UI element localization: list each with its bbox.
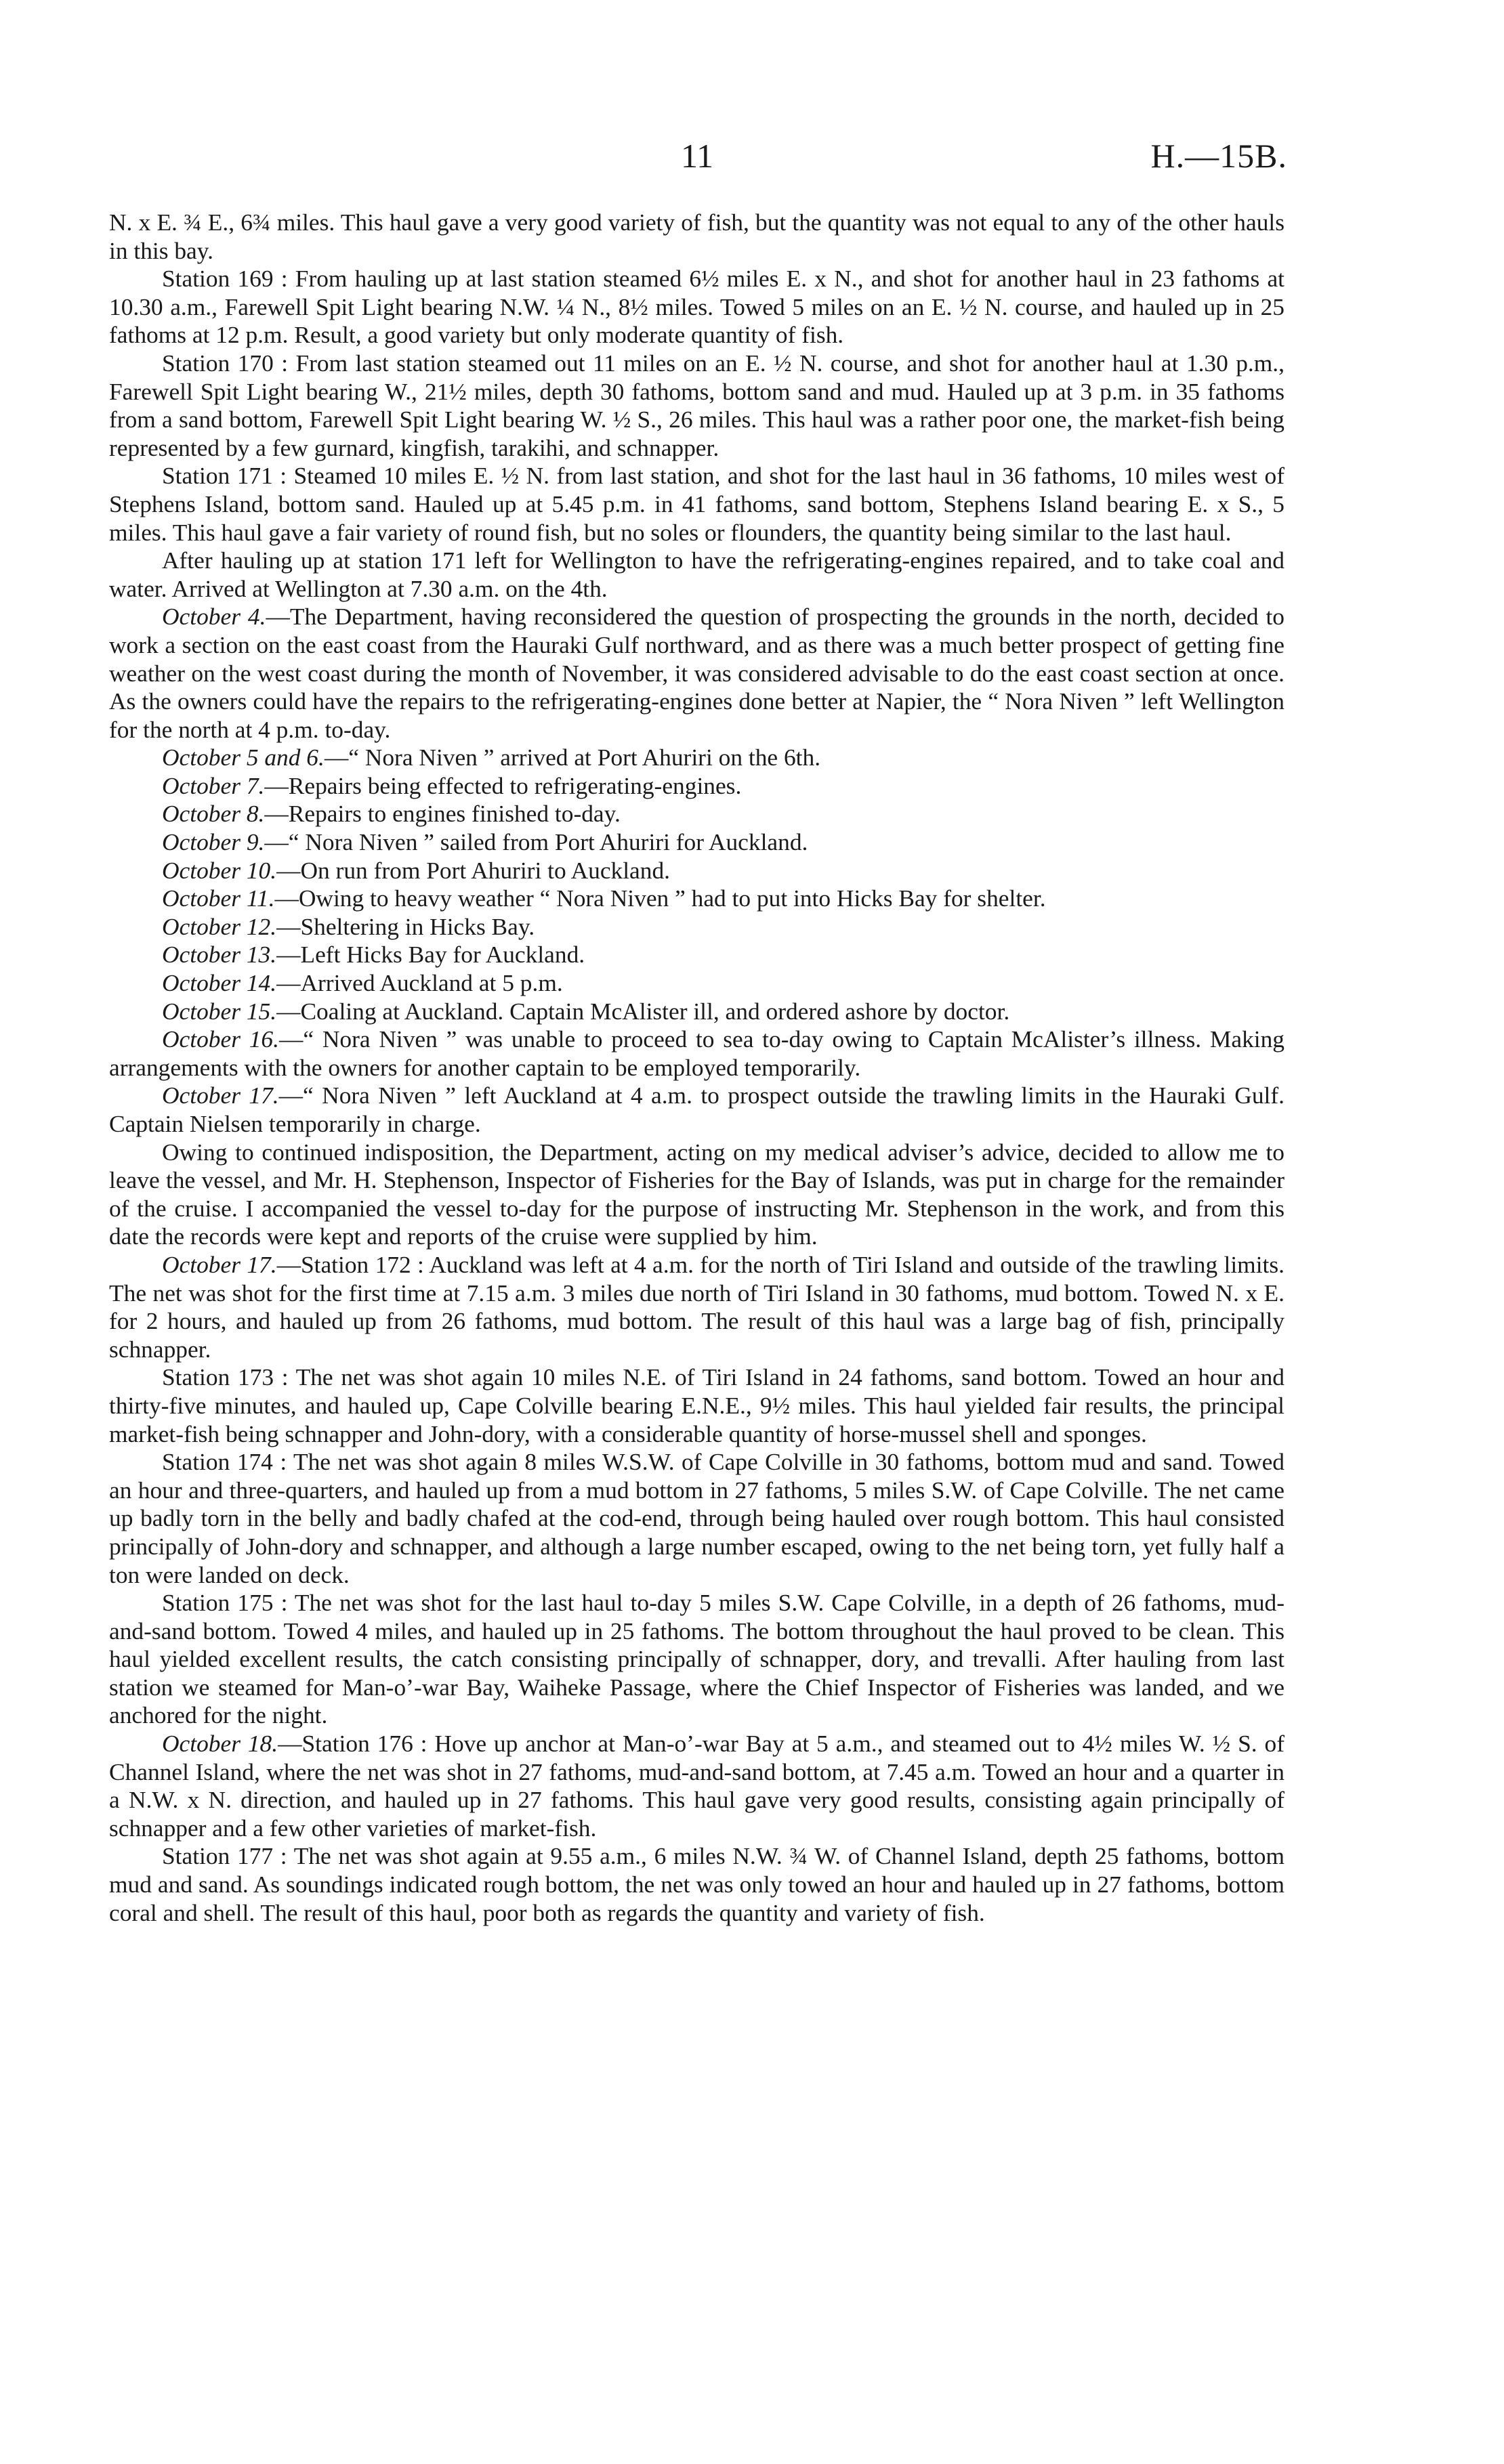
paragraph-continuation [109,209,1284,265]
date-label: October 17. [162,1082,279,1109]
paragraph-wellington [109,547,1284,603]
paragraph-text: —The Department, having reconsidered the question of prospecting the grounds in the north, decided to work a section on the east coast from the Hauraki Gulf northward, and as there was a much better prospect of getting fine weather on the west coast during the month of November, it was considered advisable to do the east coast section at once. As the owners could have the repairs to the refrigerating-engines done better at Napier, the “ Nora Niven ” left Wellington for the north at 4 p.m. to-day. [109,603,1284,743]
paragraph-station-177 [109,1842,1284,1927]
paragraph-station-175 [109,1589,1284,1730]
paragraph-text: Station 170 : From last station steamed out 11 miles on an E. ½ N. course, and shot for another haul at 1.30 p.m., Farewell Spit Light bearing W., 21½ miles, depth 30 fathoms, bottom sand and mud. Hauled up at 3 p.m. in 35 fathoms from a sand bottom, Farewell Spit Light bearing W. ½ S., 26 miles. This haul was a rather poor one, the market-fish being represented by a few gurnard, kingfish, tarakihi, and schnapper. [109,349,1284,461]
date-label: October 9. [162,828,265,856]
date-label: October 4. [162,603,266,631]
paragraph-text: —Station 172 : Auckland was left at 4 a.m. for the north of Tiri Island and outside of the trawling limits. The net was shot for the first time at 7.15 a.m. 3 miles due north of Tiri Island in 30 fathoms, mud bottom. Towed N. x E. for 2 hours, and hauled up from 26 fathoms, mud bottom. The result of this haul was a large bag of fish, principally schnapper. [109,1250,1284,1363]
paragraph-text: —“ Nora Niven ” arrived at Port Ahuriri on the 6th. [324,744,821,771]
date-label: October 12. [162,912,277,940]
page-header [0,135,1504,190]
paragraph-text: Station 174 : The net was shot again 8 miles W.S.W. of Cape Colville in 30 fathoms, bottom mud and sand. Towed an hour and three-quarters, and hauled up from a mud bottom in 27 fathoms, 5 miles S.W. of Cape Colville. The net came up badly torn in the belly and badly chafed at the cod-end, through being hauled over rough bottom. This haul consisted principally of John-dory and schnapper, and although a large number escaped, owing to the net being torn, yet fully half a ton were landed on deck. [109,1448,1284,1588]
diary-entry [109,885,1284,913]
body-text [109,209,1284,1927]
date-label: October 8. [162,800,265,828]
paragraph-station-170 [109,349,1284,462]
paragraph-text: —“ Nora Niven ” was unable to proceed to sea to-day owing to Captain McAlister’s illness. Making arrangements with the owners for another captain to be employed temporarily. [109,1025,1284,1081]
diary-entry [109,998,1284,1026]
paragraph-text: —Left Hicks Bay for Auckland. [276,941,585,969]
diary-entry [109,800,1284,828]
paragraph-october-17 [109,1082,1284,1138]
paragraph-text: —Repairs to engines finished to-day. [264,800,621,828]
document-reference: H.—15B. [1150,137,1287,175]
paragraph-text: —Sheltering in Hicks Bay. [276,912,535,940]
date-label: October 7. [162,771,265,799]
diary-entry [109,857,1284,885]
diary-entry [109,941,1284,969]
diary-entry [109,969,1284,998]
paragraph-text: —On run from Port Ahuriri to Auckland. [276,856,671,884]
paragraph-october-16 [109,1025,1284,1082]
diary-entry [109,772,1284,801]
paragraph-text: —Repairs being effected to refrigerating-engines. [264,771,742,799]
paragraph-text: Owing to continued indisposition, the Department, acting on my medical adviser’s advice, decided to allow me to leave the vessel, and Mr. H. Stephenson, Inspector of Fisheries for the Bay of Islands, was put in charge for the remainder of the cruise. I accompanied the vessel to-day for the purpose of instructing Mr. Stephenson in the work, and from this date the records were kept and reports of the cruise were supplied by him. [109,1138,1284,1250]
paragraph-text: —Owing to heavy weather “ Nora Niven ” had to put into Hicks Bay for shelter. [274,885,1046,912]
paragraph-station-169 [109,265,1284,349]
paragraph-text: —Station 176 : Hove up anchor at Man-o’-war Bay at 5 a.m., and steamed out to 4½ miles W. ½ S. of Channel Island, where the net was shot in 27 fathoms, mud-and-sand bottom, at 7.45 a.m. Towed an hour and a quarter in a N.W. x N. direction, and hauled up in 27 fathoms. This haul gave very good results, consisting again principally of schnapper and a few other varieties of market-fish. [109,1730,1284,1842]
paragraph-text: After hauling up at station 171 left for Wellington to have the refrigerating-engines repaired, and to take coal and water. Arrived at Wellington at 7.30 a.m. on the 4th. [109,547,1284,602]
date-label: October 11. [162,885,275,912]
paragraph-text: —Coaling at Auckland. Captain McAlister ill, and ordered ashore by doctor. [276,997,1010,1025]
date-label: October 14. [162,969,277,997]
paragraph-text: Station 175 : The net was shot for the last haul to-day 5 miles S.W. Cape Colville, in a depth of 26 fathoms, mud-and-sand bottom. Towed 4 miles, and hauled up in 25 fathoms. The bottom throughout the haul proved to be clean. This haul yielded excellent results, the catch consisting principally of schnapper, dory, and trevalli. After hauling from last station we steamed for Man-o’-war Bay, Waiheke Passage, where the Chief Inspector of Fisheries was landed, and we anchored for the night. [109,1589,1284,1729]
paragraph-text: —“ Nora Niven ” left Auckland at 4 a.m. to prospect outside the trawling limits in the Hauraki Gulf. Captain Nielsen temporarily in charge. [109,1082,1284,1137]
paragraph-station-176 [109,1730,1284,1842]
paragraph-text: —“ Nora Niven ” sailed from Port Ahuriri for Auckland. [264,828,808,856]
date-label: October 17. [162,1250,277,1278]
paragraph-text: Station 171 : Steamed 10 miles E. ½ N. from last station, and shot for the last haul in 36 fathoms, 10 miles west of Stephens Island, bottom sand. Hauled up at 5.45 p.m. in 41 fathoms, sand bottom, Stephens Island bearing E. x S., 5 miles. This haul gave a fair variety of round fish, but no soles or flounders, the quantity being similar to the last haul. [109,462,1284,546]
paragraph-station-174 [109,1448,1284,1589]
diary-entry [109,913,1284,941]
paragraph-text: Station 177 : The net was shot again at 9.55 a.m., 6 miles N.W. ¾ W. of Channel Island, depth 25 fathoms, bottom mud and sand. As soundings indicated rough bottom, the net was only towed an hour and hauled up in 27 fathoms, bottom coral and shell. The result of this haul, poor both as regards the quantity and variety of fish. [109,1842,1284,1926]
paragraph-text: N. x E. ¾ E., 6¾ miles. This haul gave a very good variety of fish, but the quantity was not equal to any of the other hauls in this bay. [109,209,1284,264]
date-label: October 10. [162,856,277,884]
diary-entry [109,828,1284,857]
date-label: October 18. [162,1730,278,1758]
paragraph-text: Station 169 : From hauling up at last station steamed 6½ miles E. x N., and shot for another haul in 23 fathoms at 10.30 a.m., Farewell Spit Light bearing N.W. ¼ N., 8½ miles. Towed 5 miles on an E. ½ N. course, and hauled up in 25 fathoms at 12 p.m. Result, a good variety but only moderate quantity of fish. [109,265,1284,349]
date-label: October 16. [162,1025,279,1053]
paragraph-station-171 [109,462,1284,547]
paragraph-text: Station 173 : The net was shot again 10 miles N.E. of Tiri Island in 24 fathoms, sand bottom. Towed an hour and thirty-five minutes, and hauled up, Cape Colville bearing E.N.E., 9½ miles. This haul yielded fair results, the principal market-fish being schnapper and John-dory, with a considerable quantity of horse-mussel shell and sponges. [109,1363,1284,1447]
diary-entry [109,744,1284,772]
paragraph-station-173 [109,1363,1284,1448]
paragraph-station-172 [109,1251,1284,1363]
page-number: 11 [681,137,714,175]
date-label: October 15. [162,997,277,1025]
paragraph-october-4 [109,603,1284,744]
date-label: October 13. [162,941,277,969]
paragraph-text: —Arrived Auckland at 5 p.m. [276,969,563,997]
paragraph-indisposition [109,1139,1284,1251]
date-label: October 5 and 6. [162,744,325,771]
